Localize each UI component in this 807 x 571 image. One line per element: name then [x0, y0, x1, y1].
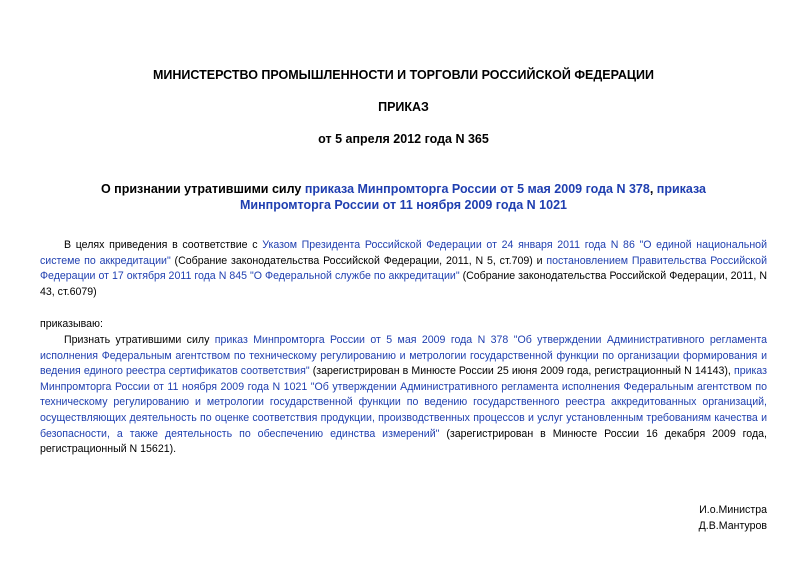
preamble-paragraph [40, 238, 767, 300]
link-order-378[interactable]: приказ Минпромторга России от 5 мая 2009 года N 378 "Об утверждении Административного регламента исполнения Федеральным агентством по техническому регулированию и метрологии государственной функции по организации формирования и ведения единого реестра сертификатов соответствия" [40, 334, 767, 378]
signature-block [699, 502, 767, 534]
link-government-resolution-845[interactable]: постановлением Правительства Российской Федерации от 17 октября 2011 года N 845 "О Федеральной службе по аккредитации" [40, 254, 767, 283]
title-link-order-1021[interactable]: приказа Минпромторга России от 11 ноября 2009 года N 1021 [240, 182, 707, 212]
signatory-name: Д.В.Мантуров [698, 520, 767, 532]
link-order-1021[interactable]: приказ Минпромторга России от 11 ноября 2009 года N 1021 "Об утверждении Административного регламента исполнения Федеральным агентством по техническому регулированию и метрологии государственной функции по ведению государственного реестра аккредитованных организаций, осуществляющих деятельность по оценке соответствия продукции, производственных процессов и услуг установленным требованиям качества и безопасности, а также деятельность по обеспечению единства измерений" [40, 365, 767, 440]
order-body-paragraph [40, 333, 767, 458]
preamble-text-2: (Собрание законодательства Российской Федерации, 2011, N 5, ст.709) и [170, 254, 547, 267]
body-text-1: Признать утратившими силу [64, 334, 215, 346]
body-text-2: (зарегистрирован в Минюсте России 25 июня 2009 года, регистрационный N 14143), [309, 365, 734, 378]
order-word: приказываю: [40, 318, 103, 330]
document-date-number: от 5 апреля 2012 года N 365 [318, 132, 489, 146]
document-type: ПРИКАЗ [378, 100, 429, 114]
link-presidential-decree-86[interactable]: Указом Президента Российской Федерации от 24 января 2011 года N 86 "О единой национальной системе по аккредитации" [40, 239, 767, 267]
title-link-order-378[interactable]: приказа Минпромторга России от 5 мая 2009 года N 378 [304, 182, 650, 196]
preamble-text-1: В целях приведения в соответствие с [64, 239, 263, 251]
preamble-text-3: (Собрание законодательства Российской Федерации, 2011, N 43, ст.6079) [40, 270, 768, 298]
title-prefix: О признании утратившими силу [100, 182, 305, 196]
title-separator: , [649, 182, 657, 196]
body-text-3: (зарегистрирован в Минюсте России 16 декабря 2009 года, регистрационный N 15621). [40, 427, 767, 456]
document-title [60, 181, 747, 213]
signatory-position: И.о.Министра [699, 504, 767, 516]
ministry-heading: МИНИСТЕРСТВО ПРОМЫШЛЕННОСТИ И ТОРГОВЛИ РОССИЙСКОЙ ФЕДЕРАЦИИ [153, 68, 654, 82]
